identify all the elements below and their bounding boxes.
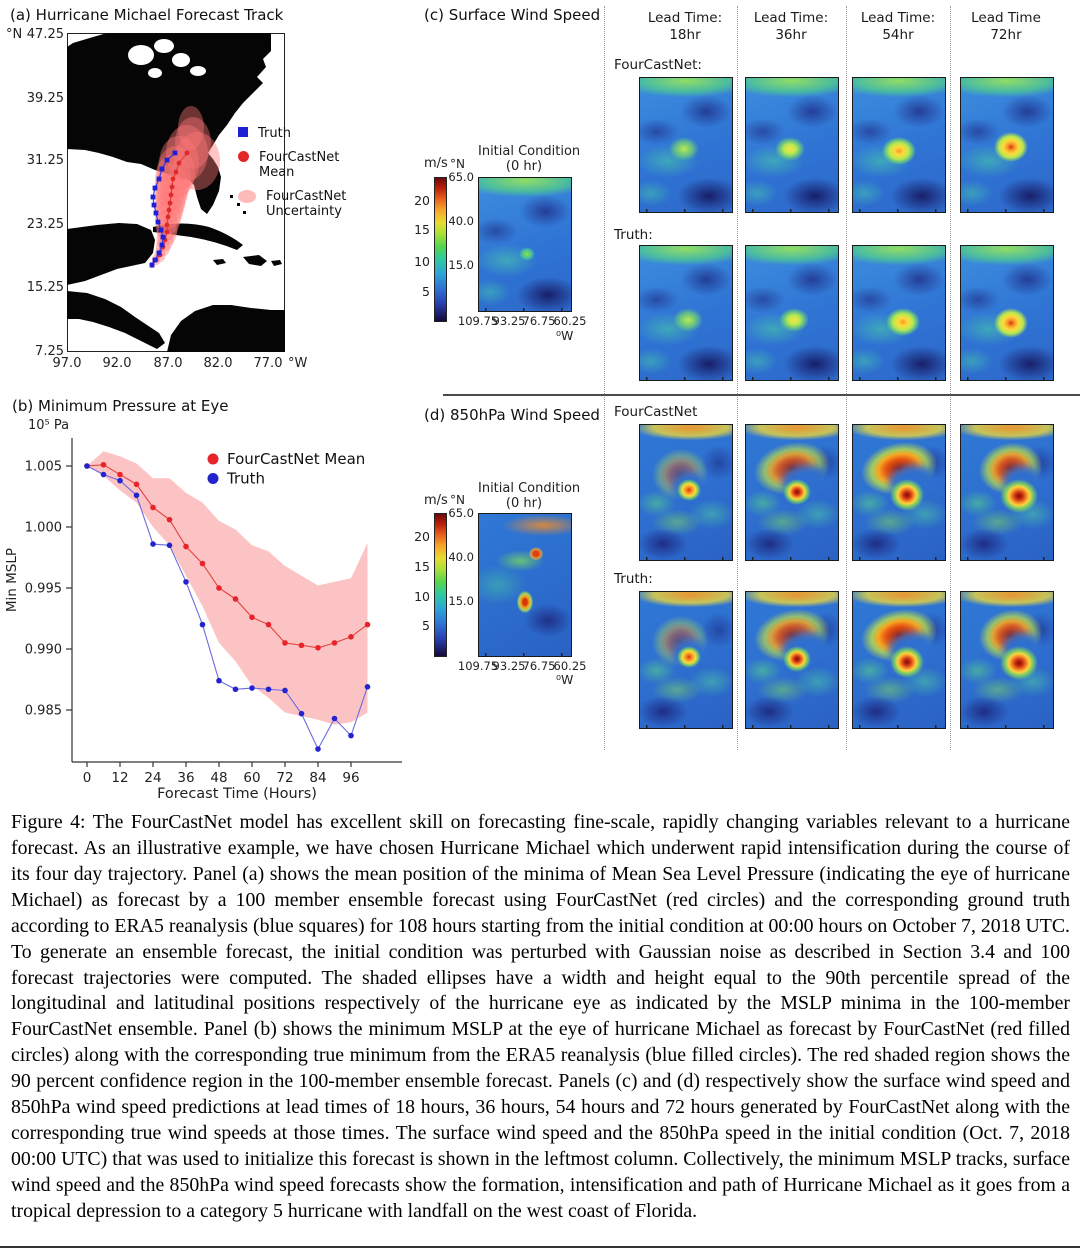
850hpa-forecast-map-thumb	[745, 424, 839, 561]
lat-tick: 40.0	[448, 214, 474, 228]
storm-core	[783, 646, 811, 672]
850hpa-forecast-map-thumb	[960, 424, 1054, 561]
legend-label: FourCastNet Uncertainty	[266, 189, 347, 219]
legend-item	[238, 189, 348, 219]
storm-spot	[669, 137, 699, 161]
ellipse-marker-icon	[238, 190, 256, 203]
lead-time-header: Lead Time 72hr	[971, 10, 1041, 43]
panel-c-lat-unit: °N	[450, 157, 465, 171]
storm-spot	[775, 137, 805, 161]
panel-cd-divider	[443, 394, 1080, 396]
panel-d-init-title1: Initial Condition	[478, 481, 581, 496]
figure-caption: Figure 4: The FourCastNet model has excellent skill on forecasting fine-scale, rapidly changing variables relevant to a hurricane forecast. As an illustrative example, we have chosen Hurricane Michael which underwent rapid intensification during the course of its four day trajectory. Panel (a) shows the mean position of the minima of Mean Sea Level Pressure (indicating the eye of hurricane Michael) as forecast by a 100 member ensemble forecast using FourCastNet (red circles) and the corresponding ground truth according to ERA5 reanalysis (blue squares) for 108 hours starting from the initial condition at 00:00 hours on October 7, 2018 UTC. To generate an ensemble forecast, the initial condition was perturbed with Gaussian noise as described in Section 3.4 and 100 forecast trajectories were computed. The shaded ellipses have a width and height equal to the 90th percentile spread of the longitudinal and latitudinal positions respectively of the hurricane eye as indicated by the MSLP minima in the 100-member FourCastNet ensemble. Panel (b) shows the minimum MSLP at the eye of hurricane Michael as forecast by FourCastNet (red filled circles) along with the corresponding true minimum from the ERA5 reanalysis (blue filled circles). The red shaded region shows the 90 percent confidence region in the 100-member ensemble forecast. Panels (c) and (d) respectively show the surface wind speed and 850hPa wind speed predictions at lead times of 18 hours, 36 hours, 54 hours and 72 hours generated by FourCastNet along with the corresponding true wind speeds at those times. The surface wind speed and the 850hPa speed in the initial condition (Oct. 7, 2018 00:00 UTC) that was used to initialize this forecast is shown in the leftmost column. Collectively, the minimum MSLP tracks, surface wind speed and the 850hPa wind speed forecasts show the formation, intensification and path of Hurricane Michael as it goes from a tropical depression to a category 5 hurricane with landfall on the west coast of Florida.	[11, 811, 1070, 1222]
lon-tick: 93.25	[492, 314, 526, 328]
850hpa-truth-map-thumb	[852, 591, 946, 729]
lon-tick: 93.25	[492, 659, 526, 673]
panel-a-legend	[238, 126, 348, 228]
lead-time-header: Lead Time: 18hr	[647, 10, 723, 43]
panel-d-title: (d) 850hPa Wind Speed	[424, 406, 600, 424]
bottom-rule	[0, 1246, 1080, 1248]
colorbar-tick: 15	[414, 559, 430, 574]
lat-tick: 15.0	[448, 594, 474, 608]
850hpa-truth-map-thumb	[745, 591, 839, 729]
legend-item	[238, 126, 348, 141]
colorbar-tick: 5	[422, 618, 430, 633]
panel-d-colorbar	[434, 513, 447, 657]
lon-tick: 76.75	[522, 314, 556, 328]
panel-c-init-title2: (0 hr)	[505, 159, 543, 174]
panel-a-y-tick: 47.25	[26, 27, 64, 42]
panel-a-x-tick: 97.0	[52, 356, 82, 371]
surface-forecast-map-thumb	[852, 77, 946, 213]
850hpa-forecast-map-thumb	[639, 424, 733, 561]
mslp-chart	[0, 430, 420, 802]
surface-forecast-map-thumb	[960, 77, 1054, 213]
lon-tick: 60.25	[553, 659, 587, 673]
panel-a-x-unit: °W	[288, 356, 308, 371]
panel-d-initial-map	[478, 513, 572, 657]
colorbar-tick: 10	[414, 589, 430, 604]
row-label: Truth:	[614, 227, 653, 243]
storm-spot	[994, 308, 1028, 338]
storm-spot	[994, 132, 1028, 162]
panel-a-y-tick: 23.25	[26, 217, 64, 232]
svg-text:0: 0	[82, 770, 92, 786]
panel-a-y-tick: 31.25	[26, 153, 64, 168]
svg-text:36: 36	[177, 770, 195, 786]
svg-text:72: 72	[276, 770, 294, 786]
lat-tick: 40.0	[448, 550, 474, 564]
svg-text:60: 60	[243, 770, 261, 786]
lead-time-header: Lead Time: 36hr	[753, 10, 829, 43]
panel-a-x-tick: 77.0	[253, 356, 283, 371]
dotted-separator	[604, 6, 605, 750]
panel-c-title: (c) Surface Wind Speed	[424, 6, 601, 24]
850hpa-truth-map-thumb	[639, 591, 733, 729]
lon-tick: 76.75	[522, 659, 556, 673]
storm-core	[677, 479, 701, 501]
lat-tick: 65.0	[448, 506, 474, 520]
square-marker-icon	[238, 127, 248, 137]
surface-forecast-map-thumb	[639, 77, 733, 213]
dotted-separator	[737, 6, 738, 750]
svg-text:48: 48	[210, 770, 228, 786]
dotted-separator	[950, 6, 951, 750]
panel-a-y-unit: °N	[6, 27, 23, 42]
confidence-band	[87, 451, 368, 724]
svg-text:12: 12	[111, 770, 129, 786]
svg-text:Forecast Time (Hours): Forecast Time (Hours)	[157, 786, 317, 802]
lat-tick: 65.0	[448, 170, 474, 184]
panel-a-title: (a) Hurricane Michael Forecast Track	[10, 6, 284, 24]
svg-text:1.005: 1.005	[24, 459, 62, 475]
panel-a-x-tick: 92.0	[102, 356, 132, 371]
row-label: FourCastNet	[614, 404, 698, 420]
svg-text:Truth: Truth	[227, 469, 266, 488]
panel-a-y-tick: 7.25	[35, 344, 64, 359]
storm-spot	[519, 247, 535, 261]
colorbar-tick: 5	[422, 284, 430, 299]
colorbar-tick: 15	[414, 222, 430, 237]
panel-a-x-tick: 82.0	[203, 356, 233, 371]
svg-text:0.985: 0.985	[24, 703, 62, 719]
panel-d-colorbar-unit: m/s	[424, 493, 448, 508]
legend-label: FourCastNet Mean	[259, 150, 340, 180]
colorbar-tick: 10	[414, 254, 430, 269]
svg-text:84: 84	[309, 770, 327, 786]
row-label: FourCastNet:	[614, 57, 702, 73]
lat-tick: 15.0	[448, 258, 474, 272]
svg-text:0.990: 0.990	[24, 642, 62, 658]
colorbar-tick: 20	[414, 529, 430, 544]
panel-c-initial-map	[478, 177, 572, 312]
circle-marker-icon	[238, 151, 249, 162]
panel-a-x-tick: 87.0	[153, 356, 183, 371]
lon-tick: 109.75	[457, 659, 499, 673]
surface-truth-map-thumb	[745, 245, 839, 381]
lon-tick: 109.75	[457, 314, 499, 328]
legend-label: Truth	[258, 126, 291, 141]
legend-item	[238, 150, 348, 180]
svg-text:0.995: 0.995	[24, 581, 62, 597]
panel-d-init-title2: (0 hr)	[505, 496, 543, 511]
panel-c-colorbar-unit: m/s	[424, 156, 448, 171]
panel-b-title: (b) Minimum Pressure at Eye	[12, 397, 229, 415]
storm-spot	[779, 308, 809, 332]
storm-core	[890, 479, 924, 511]
panel-c-lon-unit: ⁰W	[556, 328, 574, 343]
colorbar-tick: 20	[414, 193, 430, 208]
panel-b-y-scale: 10⁵ Pa	[28, 418, 70, 433]
panel-c-colorbar	[434, 177, 447, 322]
dotted-separator	[846, 6, 847, 750]
row-label: Truth:	[614, 571, 653, 587]
storm-spot	[882, 137, 916, 165]
storm-core	[1000, 479, 1038, 513]
svg-text:FourCastNet Mean: FourCastNet Mean	[227, 450, 366, 468]
panel-a-y-tick: 39.25	[26, 91, 64, 106]
850hpa-forecast-map-thumb	[852, 424, 946, 561]
panel-d-lat-unit: °N	[450, 493, 465, 507]
surface-truth-map-thumb	[852, 245, 946, 381]
surface-forecast-map-thumb	[745, 77, 839, 213]
storm-spot	[886, 308, 920, 336]
storm-core	[783, 479, 811, 505]
850hpa-truth-map-thumb	[960, 591, 1054, 729]
lead-time-header: Lead Time: 54hr	[860, 10, 936, 43]
surface-truth-map-thumb	[639, 245, 733, 381]
lon-tick: 60.25	[553, 314, 587, 328]
svg-text:1.000: 1.000	[24, 520, 62, 536]
svg-text:24: 24	[144, 770, 162, 786]
storm-core	[890, 646, 924, 678]
panel-a-y-tick: 15.25	[26, 280, 64, 295]
panel-c-init-title1: Initial Condition	[478, 144, 581, 159]
panel-d-lon-unit: ⁰W	[556, 672, 574, 687]
panel-b-ylabel: Min MSLP	[4, 548, 20, 613]
storm-core	[1000, 646, 1038, 680]
storm-spot	[673, 308, 703, 332]
surface-truth-map-thumb	[960, 245, 1054, 381]
svg-text:96: 96	[342, 770, 360, 786]
